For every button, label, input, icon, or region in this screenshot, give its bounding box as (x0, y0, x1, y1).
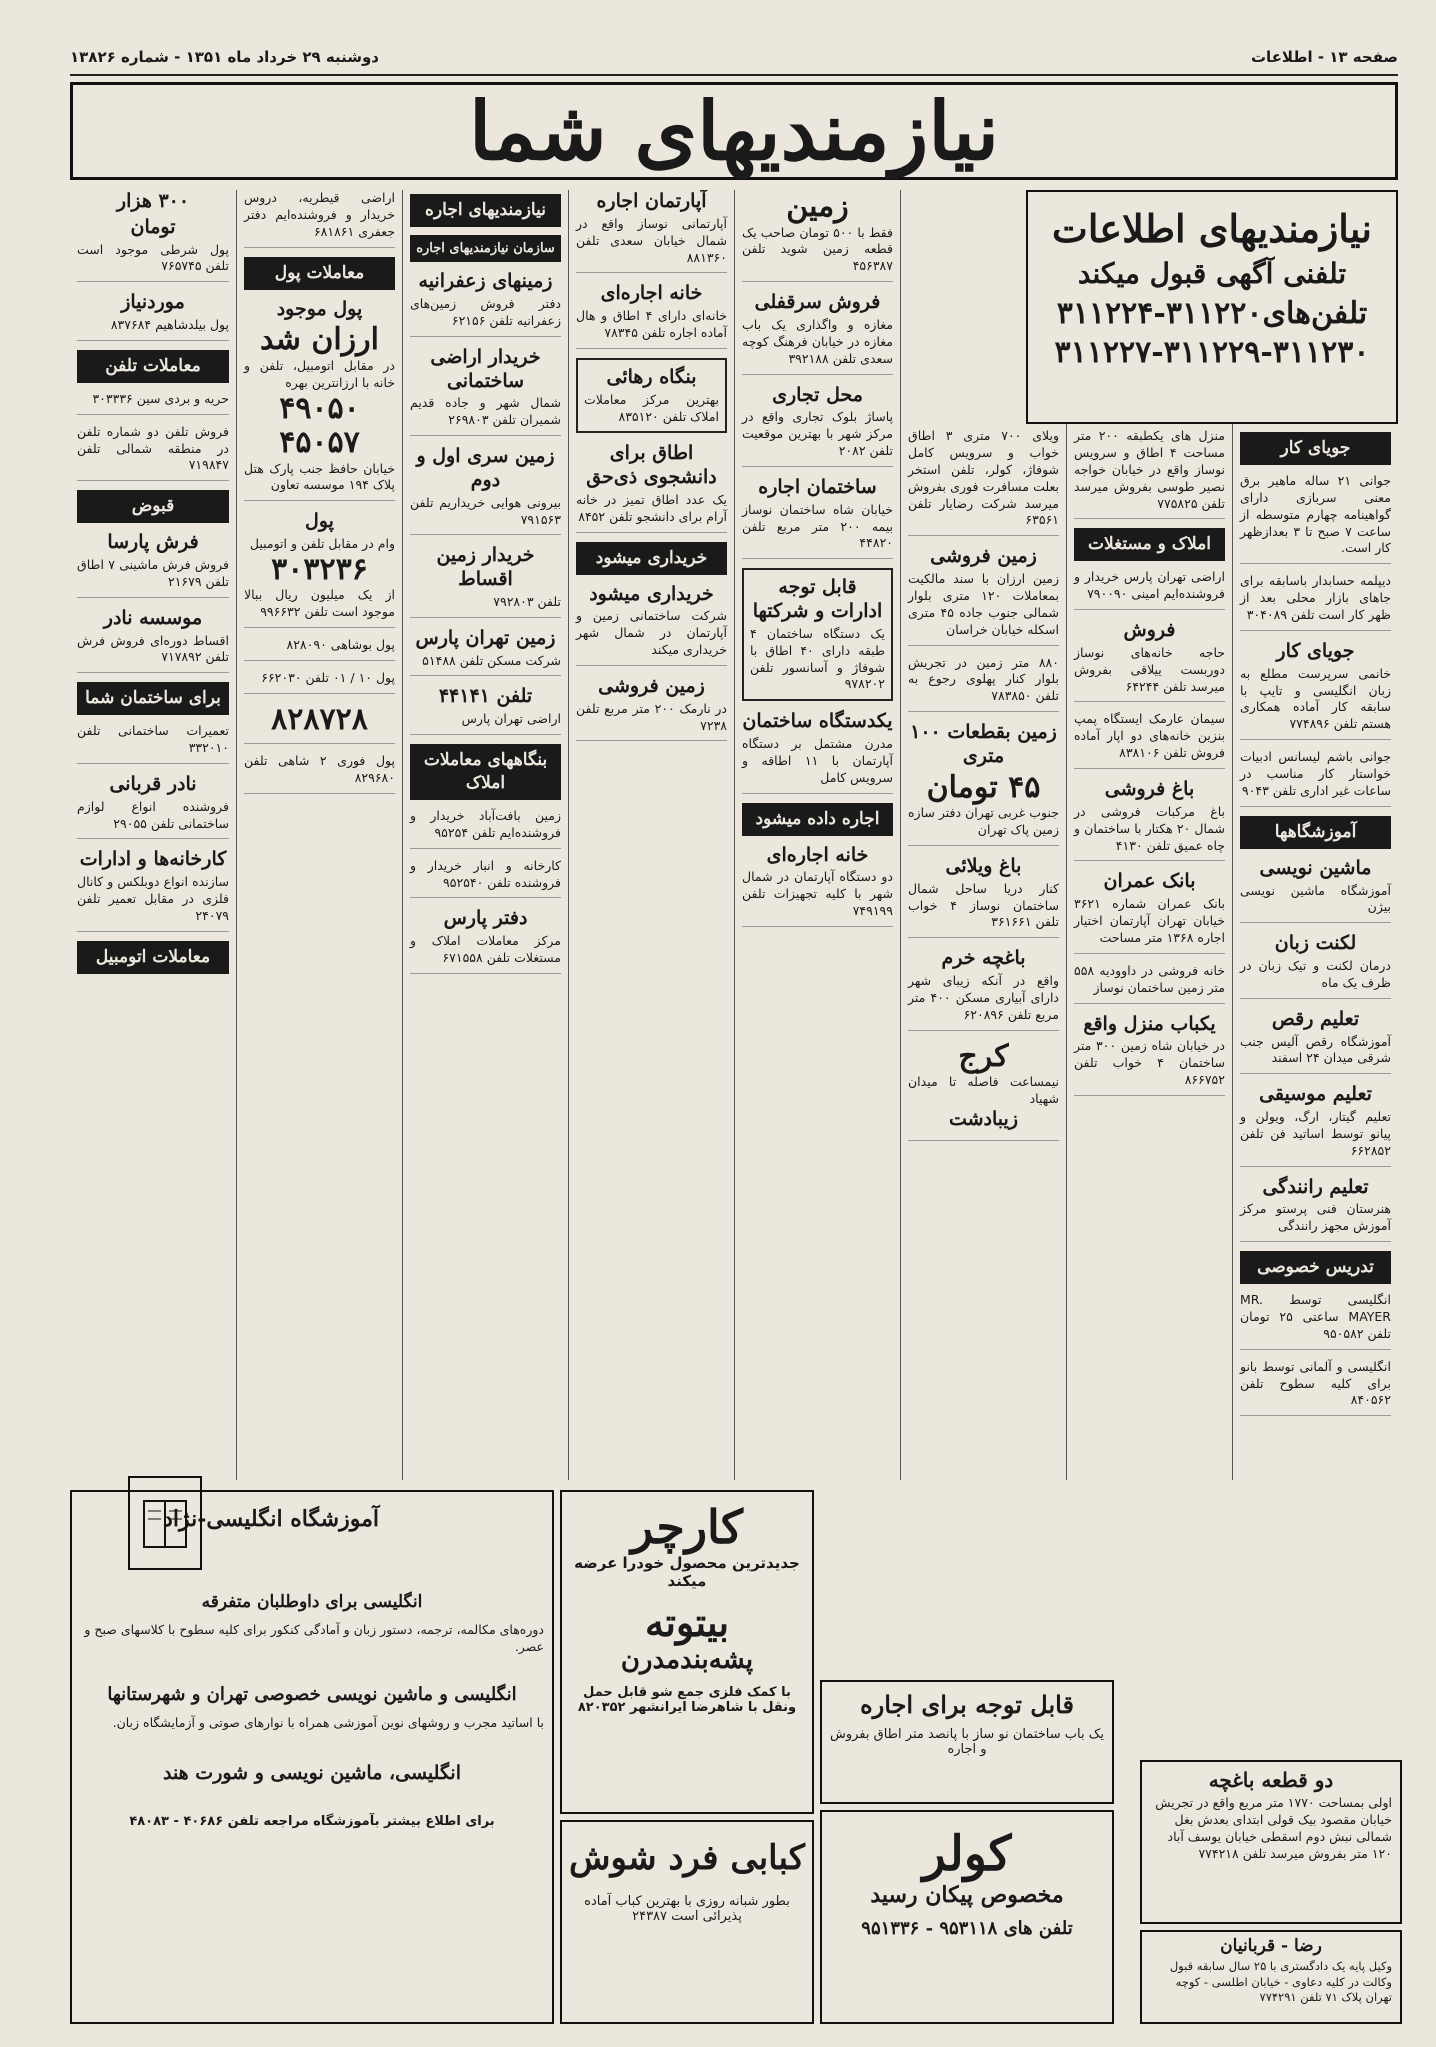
ad-heading: زمین بقطعات ۱۰۰ متری (910, 721, 1057, 767)
school-text: با اساتید مجرب و روشهای نوین آموزشی همراه با نوارهای صوتی و آزمایشگاه زبان. (112, 1714, 544, 1730)
ad: پول فوری ۲ شاهی تلفن ۸۲۹۶۸۰ (244, 753, 395, 794)
school-ad (70, 1490, 554, 2024)
ad-heading: کرج (958, 1038, 1009, 1074)
ad-text: جنوب غربی تهران دفتر سازه زمین پاک تهران (908, 805, 1059, 837)
school-line: انگلیسی و ماشین نویسی خصوصی تهران و شهرستانها (107, 1683, 517, 1705)
ad-text: شرکت ساختمانی زمین و آپارتمان در شمال شهر خریداری میکند (576, 608, 727, 658)
ad (742, 291, 893, 374)
ad-text: بهترین مرکز معاملات املاک تلفن ۸۳۵۱۲۰ (584, 391, 719, 424)
ad-heading: باغ ویلائی (945, 854, 1022, 877)
rent-notice-ad (820, 1680, 1114, 1804)
kabab-brand: کبابی فرد شوش (569, 1838, 805, 1878)
ad-text: پاساژ بلوک تجاری واقع در مرکز شهر با بهترین موقعیت تلفن ۲۰۸۲ (742, 409, 893, 458)
section-receipt: قبوض (77, 490, 229, 523)
ad-heading: باغ فروشی (1104, 778, 1195, 801)
column-7 (236, 190, 402, 1480)
ad-heading: فرش پارسا (107, 531, 199, 554)
ad-text: پول شرطی موجود است تلفن ۷۶۵۷۴۵ (77, 241, 229, 274)
ad-text: در نارمک ۲۰۰ متر مربع تلفن ۷۲۳۸ (576, 700, 727, 733)
ettelaat-phones: ۳۱۱۲۲۷-۳۱۱۲۲۹-۳۱۱۲۳۰ (1054, 335, 1370, 370)
ad: اراضی تهران پارس خریدار و فروشنده‌ایم امینی ۷۹۰۰۹۰ (1074, 569, 1225, 610)
ad-text: آموزشگاه ماشین نویسی بیژن (1240, 882, 1391, 915)
ad-text: فروش فرش ماشینی ۷ اطاق تلفن ۲۱۶۷۹ (77, 557, 229, 589)
ad-phone: ۳۰۳۲۳۶ (271, 551, 368, 587)
ad-heading: تومان (130, 215, 176, 238)
ad (77, 848, 229, 931)
cooler-text: مخصوص پیکان رسید (870, 1882, 1064, 1908)
section-teach: آموزشگاهها (1240, 816, 1391, 849)
ettelaat-classifieds-box (1026, 190, 1398, 424)
section-job: جویای کار (1240, 432, 1391, 465)
ad-heading: لکنت زبان (1274, 932, 1357, 955)
ad (908, 947, 1059, 1030)
ad: اراضی قیطریه، دروس خریدار و فروشنده‌ایم دفتر جعفری ۶۸۱۸۶۱ (244, 190, 395, 248)
ad-text: دو دستگاه آپارتمان در شمال شهر با کلیه تجهیزات تلفن ۷۴۹۱۹۹ (742, 869, 893, 919)
ad-heading: زمین سری اول و دوم (416, 445, 555, 491)
school-line: انگلیسی برای داوطلبان متفرقه (201, 1592, 423, 1612)
section-trade: معاملات اتومبیل (77, 941, 229, 974)
ad-text: اقساط دوره‌ای فروش فرش تلفن ۷۱۷۸۹۲ (77, 632, 229, 665)
ad-heading: تعلیم رقص (1271, 1007, 1360, 1030)
school-logo (128, 1476, 202, 1570)
ad-text: آپارتمانی نوساز واقع در شمال خیابان سعدی تلفن ۸۸۱۳۶۰ (576, 215, 727, 265)
ad-heading: خانه اجاره‌ای (766, 843, 869, 866)
karcher-text: جدیدترین محصول خودرا عرضه میکند (574, 1554, 800, 1590)
ad: منزل های یکطبقه ۲۰۰ متر مساحت ۴ اطاق و سرویس نوساز واقع در خیابان خواجه نصیر طوسی بفروش میرسد تلفن ۷۷۵۸۲۵ (1074, 428, 1225, 519)
ad: جوانی ۲۱ ساله ماهیر برق معنی سربازی دارای گواهینامه چهارم متوسطه از ساعت ۷ صبح تا ۳ بعدازظهر کار است. (1240, 473, 1391, 564)
ad (1240, 1176, 1391, 1243)
ad-heading: زمین فروشی (930, 545, 1037, 568)
cooler-brand: کولر (922, 1826, 1012, 1882)
ad-heading: زمین تهران پارس (415, 626, 556, 649)
karcher-brand: کارچر (631, 1500, 743, 1554)
ad-heading: فروش سرقفلی (754, 291, 881, 314)
ad: تعمیرات ساختمانی تلفن ۳۳۲۰۱۰ (77, 723, 229, 764)
ad: دیپلمه حسابدار باسابقه برای جاهای بازار محلی بعد از ظهر کار است تلفن ۳۰۴۰۸۹ (1240, 573, 1391, 631)
section-rent-org: سازمان نیازمندیهای اجاره (410, 235, 561, 263)
garden-ad (1140, 1760, 1402, 1924)
school-title: آموزشگاه انگلیسی-نژاد (163, 1506, 379, 1532)
ad (77, 190, 229, 282)
ad (1240, 640, 1391, 740)
cooler-ad (820, 1810, 1114, 2024)
ad-text: یک دستگاه ساختمان ۴ طبقه دارای ۴۰ اطاق با شوفاژ و آسانسور تلفن ۹۷۸۲۰۲ (750, 625, 885, 692)
ad-text: آموزشگاه رقص آلیس جنب شرقی میدان ۲۴ اسفند (1240, 1033, 1391, 1066)
ad (742, 844, 893, 927)
ad-heading: تعلیم رانندگی (1262, 1175, 1369, 1198)
ad (410, 544, 561, 617)
ad: خانه فروشی در داوودیه ۵۵۸ متر زمین ساختمان نوساز (1074, 963, 1225, 1004)
ad (908, 545, 1059, 645)
section-given: اجاره داده میشود (742, 803, 893, 836)
ad (244, 703, 395, 745)
ad (244, 298, 395, 502)
ad-text: هنرستان فنی پرستو مرکز آموزش مجهز رانندگی (1240, 1201, 1391, 1234)
ad (742, 384, 893, 467)
folio-bar (70, 40, 1398, 76)
ad-heading: محل تجاری (772, 383, 863, 406)
kabab-text: بطور شبانه روزی با بهترین کباب آماده پذیرائی است ۲۴۳۸۷ (584, 1894, 790, 1924)
ad: ۸۸۰ متر زمین در تجریش بلوار کنار پهلوی رجوع به تلفن ۷۸۳۸۵۰ (908, 655, 1059, 713)
ad-heading: یکباب منزل واقع (1083, 1012, 1216, 1035)
ad: کارخانه و انبار خریدار و فروشنده تلفن ۹۵۲۵۴۰ (410, 858, 561, 899)
garden-text: اولی بمساحت ۱۷۷۰ متر مربع واقع در تجریش خیابان مقصود بیک قولی ابتدای بعدش بغل شمالی نبش دوم اسقطی خیابان یوسف آباد ۱۲۰ متر بفروش میرسد تلفن ۷۷۴۲۱۸ (1155, 1795, 1392, 1861)
ad: پول بوشاهی ۸۲۸۰۹۰ (244, 637, 395, 661)
ad (1240, 1008, 1391, 1075)
ad-text: مغازه و واگذاری یک باب مغازه در خیابان فرهنگ کوچه سعدی تلفن ۳۹۲۱۸۸ (742, 316, 893, 366)
ettelaat-phones: تلفن‌های۳۱۱۲۲۰-۳۱۱۲۲۴ (1056, 296, 1368, 331)
lawyer-ad (1140, 1930, 1402, 2024)
ad-heading: کارخانه‌ها و ادارات (79, 848, 227, 871)
ad (77, 531, 229, 598)
ad-heading: بنگاه رهائی (606, 365, 697, 388)
ad-heading: نادر قربانی (109, 772, 197, 795)
ad-heading: بانک عمران (1103, 870, 1196, 893)
school-phone: برای اطلاع بیشتر بآموزشگاه مراجعه تلفن ۴۰۶۸۶ - ۴۸۰۸۳ (129, 1813, 495, 1829)
ad: حریه و بردی سین ۳۰۳۳۳۶ (77, 391, 229, 415)
ettelaat-subtitle: تلفنی آگهی قبول میکند (1077, 257, 1347, 290)
ad (1074, 1013, 1225, 1096)
ad-text: بیرونی هوایی خریداریم تلفن ۷۹۱۵۶۳ (410, 494, 561, 527)
ad-heading: پول (305, 510, 334, 533)
ad-heading: تلفن ۴۴۱۴۱ (438, 685, 533, 708)
ad-text: از یک میلیون ریال ببالا موجود است تلفن ۹۹۶۶۳۲ (244, 587, 395, 620)
folio-date: دوشنبه ۲۹ خرداد ماه ۱۳۵۱ - شماره ۱۳۸۲۶ (70, 48, 380, 66)
ad (908, 721, 1059, 846)
ad-text: خانمی سرپرست مطلع به زبان انگلیسی و تایپ با سابقه کار آماده همکاری هستم تلفن ۷۷۴۸۹۶ (1240, 665, 1391, 732)
ad-heading: خانه اجاره‌ای (600, 282, 703, 305)
ad-text: تعلیم گیتار، ارگ، ویولن و پیانو توسط اساتید فن تلفن ۶۶۲۸۵۲ (1240, 1109, 1391, 1158)
ad-text: درمان لکنت و تیک زبان در ظرف یک ماه (1240, 958, 1391, 990)
kabab-ad (560, 1820, 814, 2024)
ad: سیمان عارمک ایستگاه پمپ بنزین خانه‌های دو اپار آماده فروش تلفن ۸۳۸۱۰۶ (1074, 711, 1225, 769)
ad-text: تلفن ۷۹۲۸۰۳ (493, 593, 561, 609)
ad-heading: ساختمان اجاره (758, 475, 877, 498)
ad-phone: ۸۲۸۷۲۸ (271, 701, 368, 737)
ad (908, 1040, 1059, 1141)
ad-phone: ۴۹۰۵۰ (279, 390, 360, 426)
ad (1074, 870, 1225, 953)
ad: انگلیسی توسط MR. MAYER ساعتی ۲۵ تومان تلفن ۹۵۰۵۸۲ (1240, 1292, 1391, 1350)
ad (742, 190, 893, 282)
ad (742, 568, 893, 701)
garden-title: دو قطعه باغچه (1208, 1768, 1334, 1792)
ad-text: کنار دریا ساحل شمال ساختمان نوساز ۴ خواب تلفن ۳۶۱۶۶۱ (908, 880, 1059, 930)
ad-text: خیابان حافظ جنب پارک هتل پلاک ۱۹۴ موسسه تعاون (244, 460, 395, 493)
ad (1240, 932, 1391, 999)
column-6 (402, 190, 568, 1480)
ad (576, 675, 727, 742)
ad: فروش تلفن دو شماره تلفن در منطقه شمالی تلفن ۷۱۹۸۴۷ (77, 424, 229, 482)
ad-heading: جویای کار (1276, 639, 1355, 662)
ad-text: باغ مرکبات فروشی در شمال ۲۰ هکتار با ساختمان و چاه عمیق تلفن ۴۱۳۰ (1074, 803, 1225, 853)
ad (410, 346, 561, 436)
ad (1074, 778, 1225, 861)
ad-text: شمال شهر و جاده قدیم شمیران تلفن ۲۶۹۸۰۳ (410, 395, 561, 428)
bitute-phone: با کمک فلزی جمع شو قابل حمل ونقل با شاهرضا ایرانشهر ۸۲۰۳۵۲ (577, 1685, 797, 1715)
column-5 (568, 190, 734, 1480)
ad (244, 510, 395, 628)
ad-text: شرکت مسکن تلفن ۵۱۴۸۸ (422, 652, 561, 668)
ad-heading: خریدار اراضی ساختمانی (430, 345, 541, 392)
ad-text: فروشنده انواع لوازم ساختمانی تلفن ۲۹۰۵۵ (77, 798, 229, 831)
lawyer-text: وکیل پایه یک دادگستری با ۲۵ سال سابقه قبول وکالت در کلیه دعاوی - خیابان اطلسی - کوچه تهران پلاک ۷۱ تلفن ۷۷۴۲۹۱ (1169, 1959, 1392, 2005)
ad: انگلیسی و آلمانی توسط بانو برای کلیه سطوح تلفن ۸۴۰۵۶۲ (1240, 1359, 1391, 1417)
ad-heading: زمینهای زعفرانیه (418, 270, 553, 293)
section-buyer: خریداری میشود (576, 542, 727, 575)
ad-heading: یکدستگاه ساختمان (742, 710, 893, 733)
ad-heading: دفتر پارس (443, 907, 528, 930)
ad-text: در مقابل اتومبیل، تلفن و خانه با ارزانترین بهره (244, 357, 395, 390)
ad (908, 855, 1059, 938)
ad-text: اراضی تهران پارس (461, 711, 561, 727)
ad (576, 442, 727, 532)
ad-text: پول بیلدشاهیم ۸۳۷۶۸۴ (110, 317, 229, 332)
ad-text: مرکز معاملات املاک و مستغلات تلفن ۶۷۱۵۵۸ (410, 933, 561, 966)
ad-heading: موسسه نادر (103, 606, 203, 629)
ad-price: ۴۵ تومان (926, 769, 1041, 805)
ad-heading: زمین (786, 190, 849, 224)
ad (742, 476, 893, 559)
ad-heading: پول موجود (276, 297, 363, 320)
ad (410, 445, 561, 535)
column-4 (734, 190, 900, 1480)
ad-phone: ۴۵۰۵۷ (279, 425, 360, 461)
ad (410, 685, 561, 735)
ad-brand: زیبادشت (948, 1107, 1019, 1130)
ad: جوانی باشم لیسانس ادبیات خواستار کار مناسب در ساعات غیر اداری تلفن ۹۰۴۳ (1240, 749, 1391, 807)
ad: ویلای ۷۰۰ متری ۳ اطاق خواب و سرویس کامل شوفاژ، کولر، تلفن استخر بعلت مسافرت فوری بفروش میرسد شرکت رضایار تلفن ۶۳۵۶۱ (908, 428, 1059, 536)
ad-text: دفتر فروش زمین‌های زعفرانیه تلفن ۶۲۱۵۶ (410, 296, 561, 329)
ad (77, 291, 229, 341)
ad-text: سازنده انواع دوبلکس و کانال فلزی در مقابل تعمیر تلفن ۲۴۰۷۹ (77, 874, 229, 923)
ad-heading: خریدار زمین اقساط (436, 544, 535, 591)
column-8 (70, 190, 236, 1480)
ad-heading: فروش (1123, 619, 1176, 642)
ad-heading: ماشین نویسی (1259, 856, 1372, 879)
ad (576, 583, 727, 666)
section-build: برای ساختمان شما (77, 682, 229, 715)
ad (576, 358, 727, 434)
cooler-phone: تلفن های ۹۵۳۱۱۸ - ۹۵۱۳۳۶ (861, 1918, 1073, 1939)
ad-text: حاجه خانه‌های نوساز دوربست ییلاقی بفروش میرسد تلفن ۶۴۲۴۴ (1074, 644, 1225, 694)
ad-text: مدرن مشتمل بر دستگاه آپارتمان با ۱۱ اطاقه و سرویس کامل (742, 736, 893, 785)
ad (576, 190, 727, 273)
section-tutor: تدریس خصوصی (1240, 1251, 1391, 1284)
ad (410, 907, 561, 974)
ad (410, 270, 561, 337)
school-text: دوره‌های مکالمه، ترجمه، دستور زبان و آمادگی کنکور برای کلیه سطوح با کلاسهای صبح و عصر. (84, 1622, 544, 1654)
ad-heading: اطاق برای دانشجوی ذی‌حق (586, 442, 717, 489)
ad (410, 627, 561, 677)
karcher-ad (560, 1490, 814, 1814)
book-icon (140, 1493, 190, 1553)
ad-heading: باغچه خرم (941, 947, 1026, 970)
ad (742, 710, 893, 793)
ad-text: نیمساعت فاصله تا میدان شهیاد (908, 1074, 1059, 1106)
ad-text: در خیابان شاه زمین ۳۰۰ متر ساختمان ۴ خواب تلفن ۸۶۶۷۵۲ (1074, 1038, 1225, 1088)
section-estate: املاک و مستغلات (1074, 528, 1225, 561)
bitute-brand: بیتوته (644, 1600, 730, 1645)
ad (77, 607, 229, 674)
ad-text: واقع در آنکه زیبای شهر دارای آبیاری مسکن ۴۰۰ متر مربع تلفن ۶۲۰۸۹۶ (908, 973, 1059, 1022)
ad (576, 282, 727, 349)
ad-heading: ۳۰۰ هزار (116, 190, 190, 212)
section-tel: معاملات تلفن (77, 350, 229, 383)
ad-heading: موردنیاز (121, 291, 185, 314)
bitute-text: پشه‌بندمدرن (620, 1645, 754, 1675)
rent-notice-title: قابل توجه برای اجاره (860, 1690, 1074, 1719)
ad-text: فقط با ۵۰۰ تومان صاحب یک قطعه زمین شوید تلفن ۴۵۶۳۸۷ (742, 224, 893, 274)
lawyer-name: رضا - قربانیان (1220, 1936, 1322, 1956)
ad (1074, 619, 1225, 702)
ad-headline: ارزان شد (259, 322, 379, 358)
ad (1240, 1083, 1391, 1166)
ettelaat-title: نیازمندیهای اطلاعات (1052, 206, 1372, 251)
ad-text: بانک عمران شماره ۳۶۲۱ خیابان تهران آپارتمان اختیار اجاره ۱۳۶۸ متر مساحت (1074, 896, 1225, 945)
ad-text: زمین ارزان با سند مالکیت بمعاملات ۱۲۰ متری بلوار شمالی جنوب جاده ۴۵ متری اسکله خیابان خراسان (908, 571, 1059, 637)
section-needs-rent: نیازمندیهای اجاره (410, 194, 561, 227)
section-money: معاملات پول (244, 257, 395, 290)
section-fin: بنگاههای معاملات املاک (410, 744, 561, 800)
ad-heading: قابل توجه ادارات و شرکتها (752, 576, 883, 622)
folio-page-label: صفحه ۱۳ - اطلاعات (1250, 48, 1398, 66)
rent-notice-text: یک باب ساختمان نو ساز با پانصد متر اطاق بفروش و اجاره (829, 1727, 1104, 1757)
masthead: نیازمندیهای شما (70, 82, 1398, 180)
ad-text: خیابان شاه ساختمان نوساز بیمه ۲۰۰ متر مربع تلفن ۴۴۸۲۰ (742, 501, 894, 551)
ad-heading: خریداری میشود (589, 582, 714, 605)
ad-heading: تعلیم موسیقی (1259, 1083, 1372, 1106)
ad: زمین بافت‌آباد خریدار و فروشنده‌ایم تلفن ۹۵۲۵۴ (410, 808, 561, 849)
ad (1240, 857, 1391, 924)
ad: پول ۱۰ / ۰۱ تلفن ۶۶۲۰۳۰ (244, 670, 395, 694)
ad-text: وام در مقابل تلفن و اتومبیل (249, 536, 395, 552)
ad-text: یک عدد اطاق تمیز در خانه آرام برای دانشجو تلفن ۸۴۵۲ (576, 491, 727, 524)
ad-heading: آپارتمان اجاره (596, 190, 707, 212)
school-line: انگلیسی، ماشین نویسی و شورت هند (162, 1761, 462, 1784)
ad-heading: زمین فروشی (598, 674, 705, 697)
ad-text: خانه‌ای دارای ۴ اطاق و هال آماده اجاره تلفن ۷۸۳۴۵ (576, 308, 727, 340)
ad (77, 773, 229, 840)
